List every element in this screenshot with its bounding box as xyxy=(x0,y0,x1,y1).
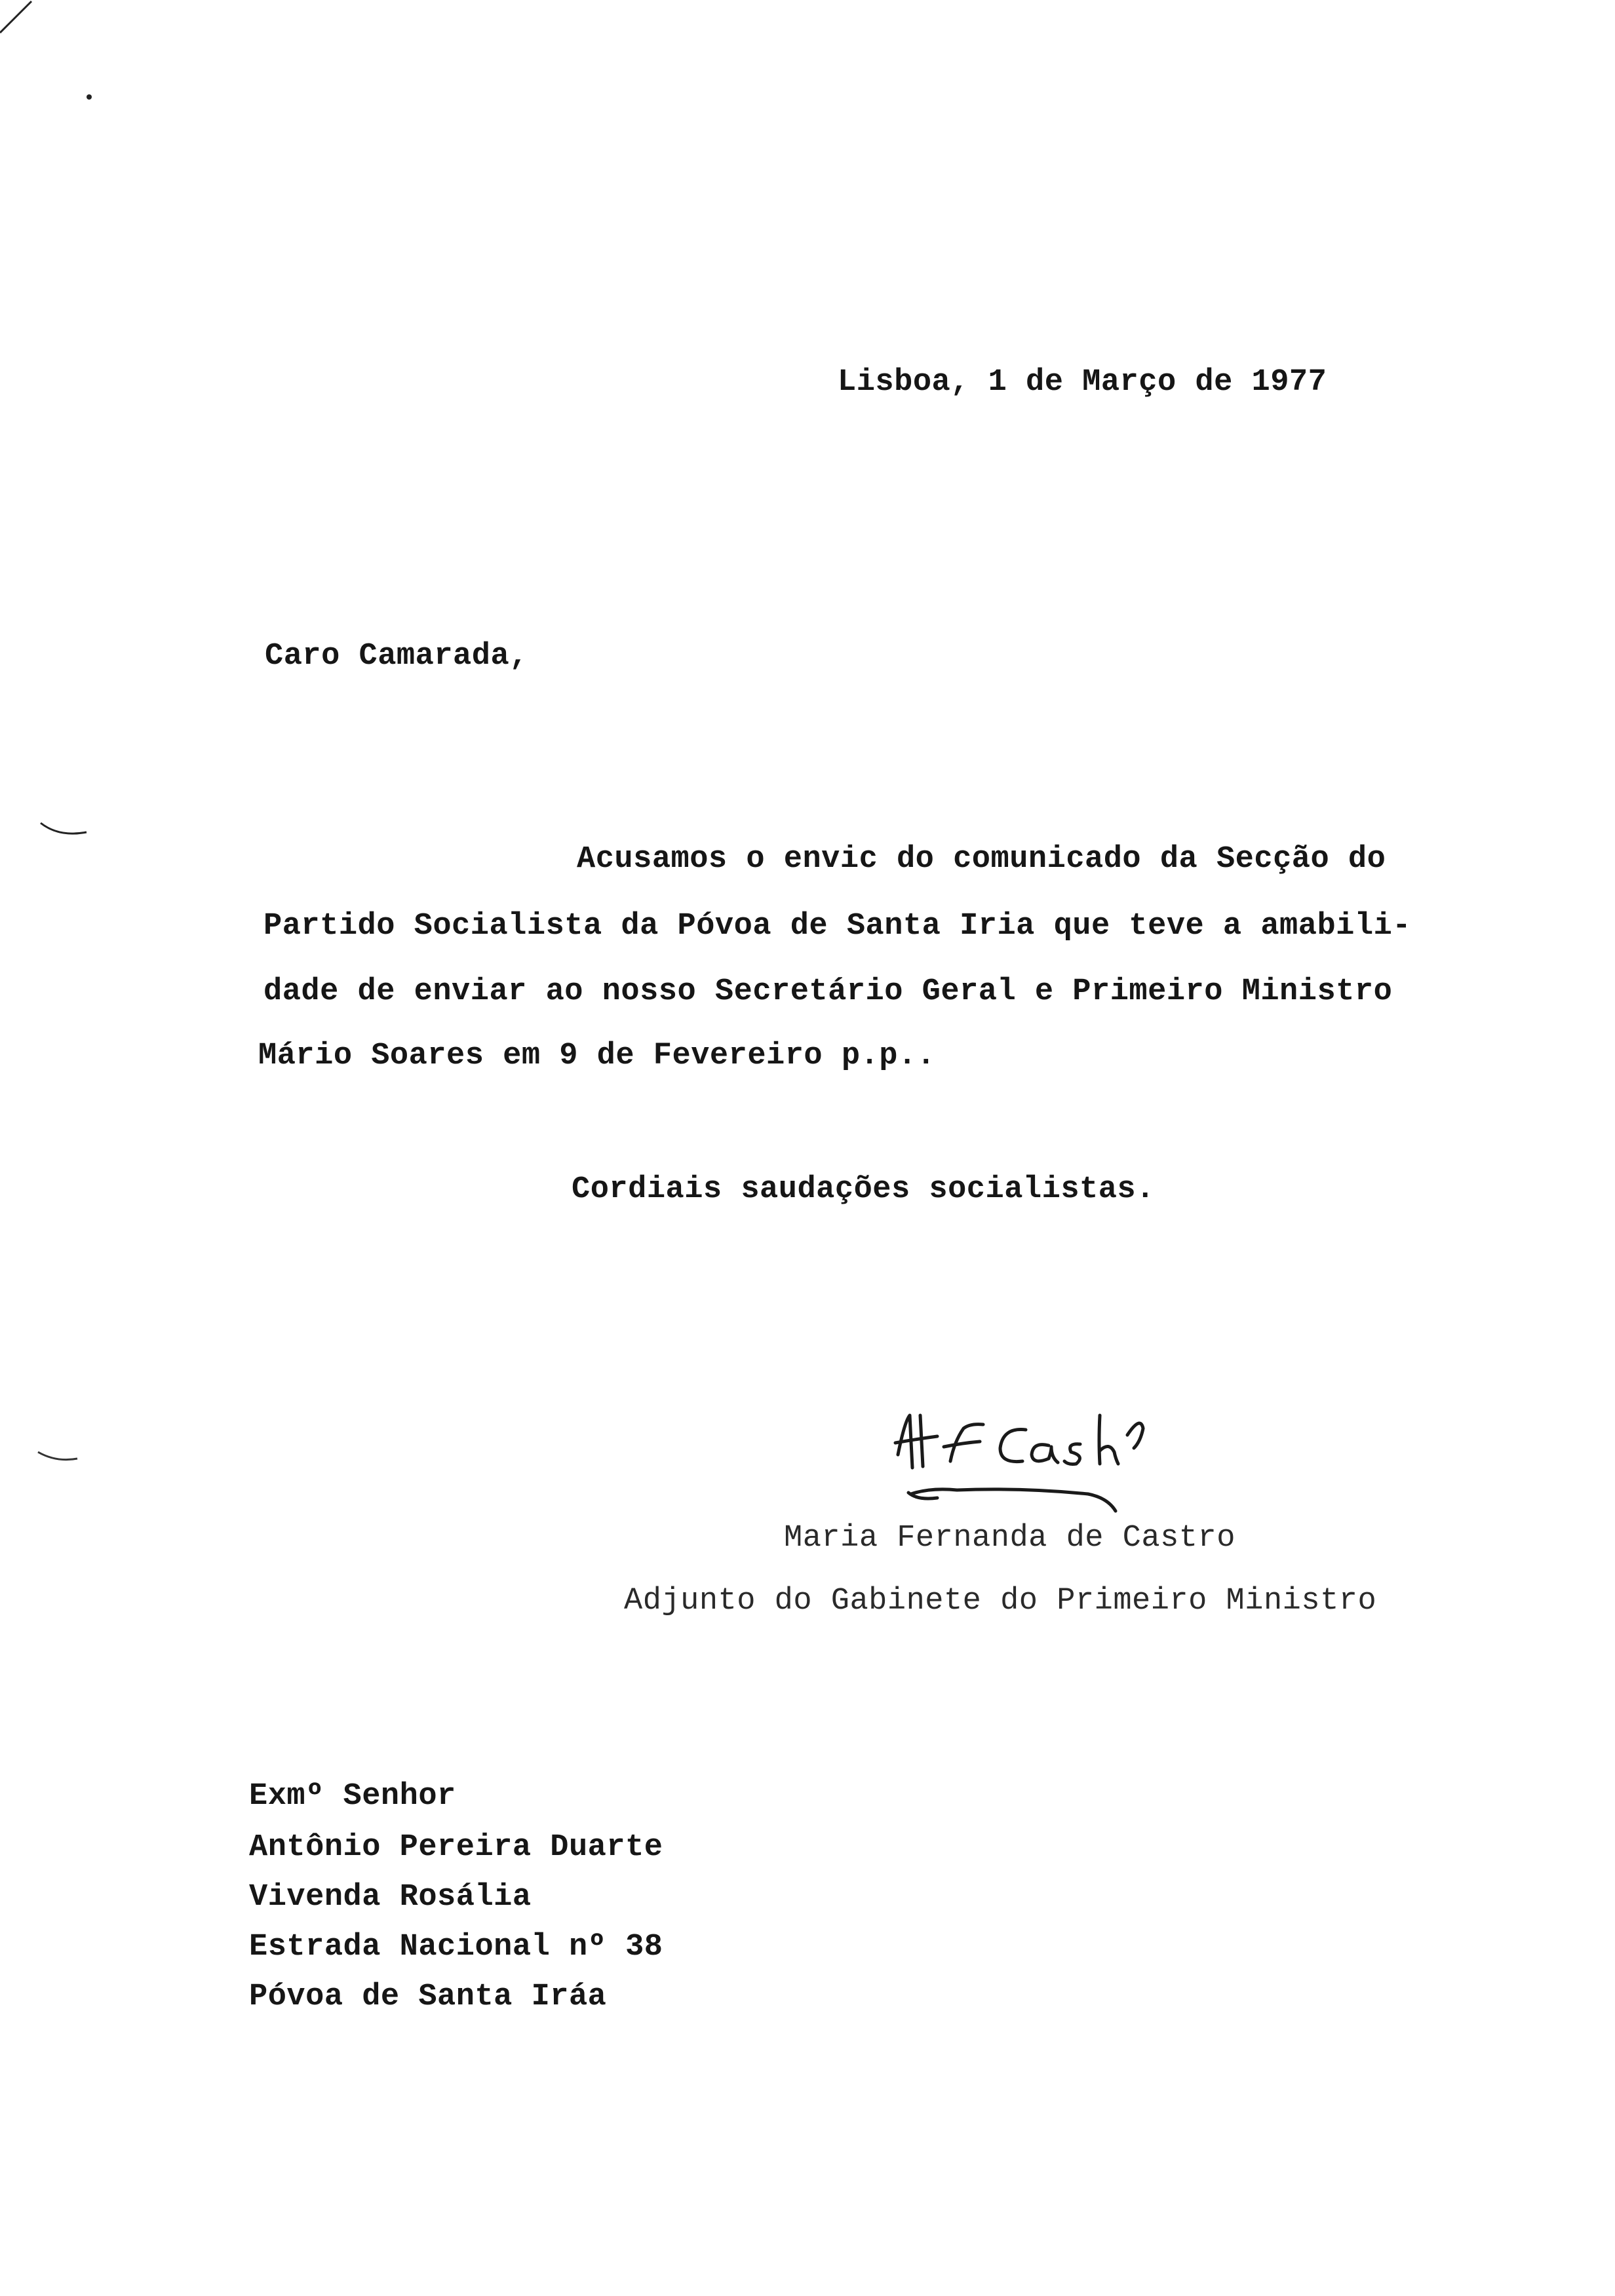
body-line: dade de enviar ao nosso Secretário Geral e Primeiro Ministro xyxy=(263,974,1393,1009)
corner-scan-mark xyxy=(0,0,39,39)
body-line: Partido Socialista da Póvoa de Santa Iria que teve a amabili- xyxy=(263,909,1411,944)
body-line: Mário Soares em 9 de Fevereiro p.p.. xyxy=(258,1039,936,1073)
signatory-title: Adjunto do Gabinete do Primeiro Ministro xyxy=(624,1584,1377,1618)
punch-mark-middle xyxy=(39,818,92,844)
closing: Cordiais saudações socialistas. xyxy=(572,1172,1155,1207)
addressee-line: Antônio Pereira Duarte xyxy=(249,1830,663,1865)
signatory-name: Maria Fernanda de Castro xyxy=(784,1521,1236,1556)
punch-mark-top xyxy=(84,92,97,105)
body-line: Acusamos o envic do comunicado da Secção do xyxy=(577,842,1386,877)
handwritten-signature xyxy=(891,1396,1206,1527)
place-date: Lisboa, 1 de Março de 1977 xyxy=(838,365,1327,400)
addressee-line: Póvoa de Santa Iráa xyxy=(249,1980,607,2014)
punch-mark-lower xyxy=(37,1448,83,1468)
addressee-line: Exmº Senhor xyxy=(249,1779,456,1814)
addressee-line: Vivenda Rosália xyxy=(249,1880,532,1915)
salutation: Caro Camarada, xyxy=(265,639,528,674)
addressee-line: Estrada Nacional nº 38 xyxy=(249,1930,663,1964)
